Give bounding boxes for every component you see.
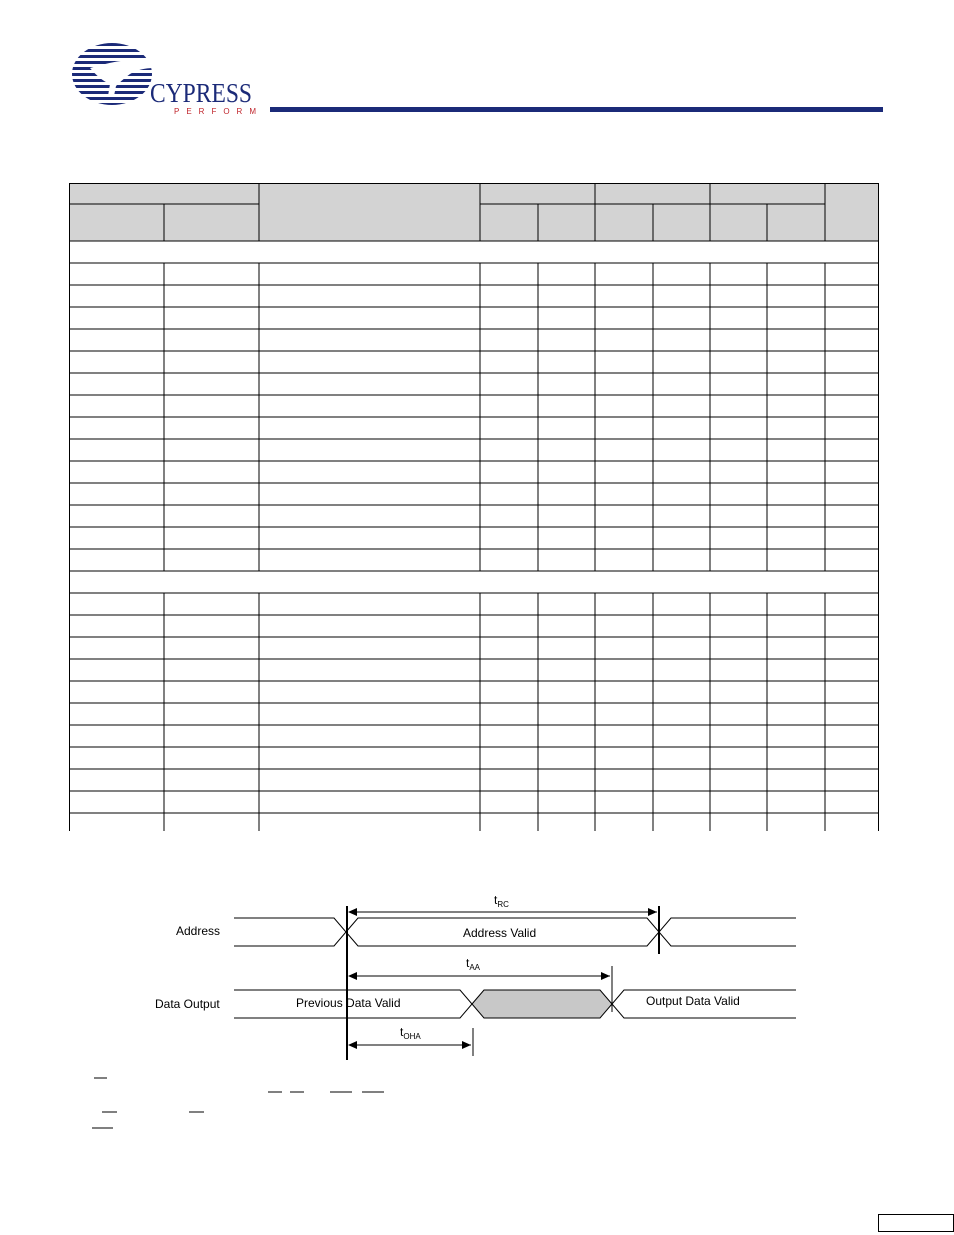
logo-wordmark: CYPRESS xyxy=(150,78,252,108)
table-row xyxy=(69,329,879,351)
table-row xyxy=(69,747,879,769)
table-row xyxy=(69,439,879,461)
table-row xyxy=(69,307,879,329)
table-header xyxy=(69,183,879,241)
table-row xyxy=(69,505,879,527)
data-output-signal-label: Data Output xyxy=(155,997,220,1011)
table-row xyxy=(69,549,879,571)
logo-tagline: PERFORM xyxy=(174,107,260,116)
address-signal-label: Address xyxy=(176,924,221,938)
table-row xyxy=(69,791,879,813)
address-valid-text: Address Valid xyxy=(463,926,537,940)
table-row xyxy=(69,725,879,747)
page-number-box xyxy=(878,1214,954,1232)
table-row xyxy=(69,681,879,703)
taa-label: $t_{AA}$ xyxy=(466,956,481,972)
table-row xyxy=(69,593,879,615)
table-row xyxy=(69,813,879,831)
spec-table xyxy=(69,183,879,831)
table-row xyxy=(69,263,879,285)
table-row xyxy=(69,659,879,681)
table-row xyxy=(69,637,879,659)
toha-label: $t_{OHA}$ xyxy=(400,1025,421,1041)
footnote-overbars xyxy=(0,1068,954,1138)
table-row xyxy=(69,395,879,417)
table-row xyxy=(69,769,879,791)
cypress-logo xyxy=(70,40,260,120)
table-row xyxy=(69,527,879,549)
table-row xyxy=(69,285,879,307)
previous-data-valid-text: Previous Data Valid xyxy=(296,996,401,1010)
header-rule xyxy=(270,107,883,112)
output-data-valid-text: Output Data Valid xyxy=(646,994,740,1008)
table-row xyxy=(69,615,879,637)
table-row xyxy=(69,461,879,483)
table-row xyxy=(69,373,879,395)
trc-label: $t_{RC}$ xyxy=(494,893,509,909)
table-row xyxy=(69,351,879,373)
timing-diagram xyxy=(0,880,954,1070)
table-row xyxy=(69,483,879,505)
table-row xyxy=(69,417,879,439)
table-row xyxy=(69,703,879,725)
